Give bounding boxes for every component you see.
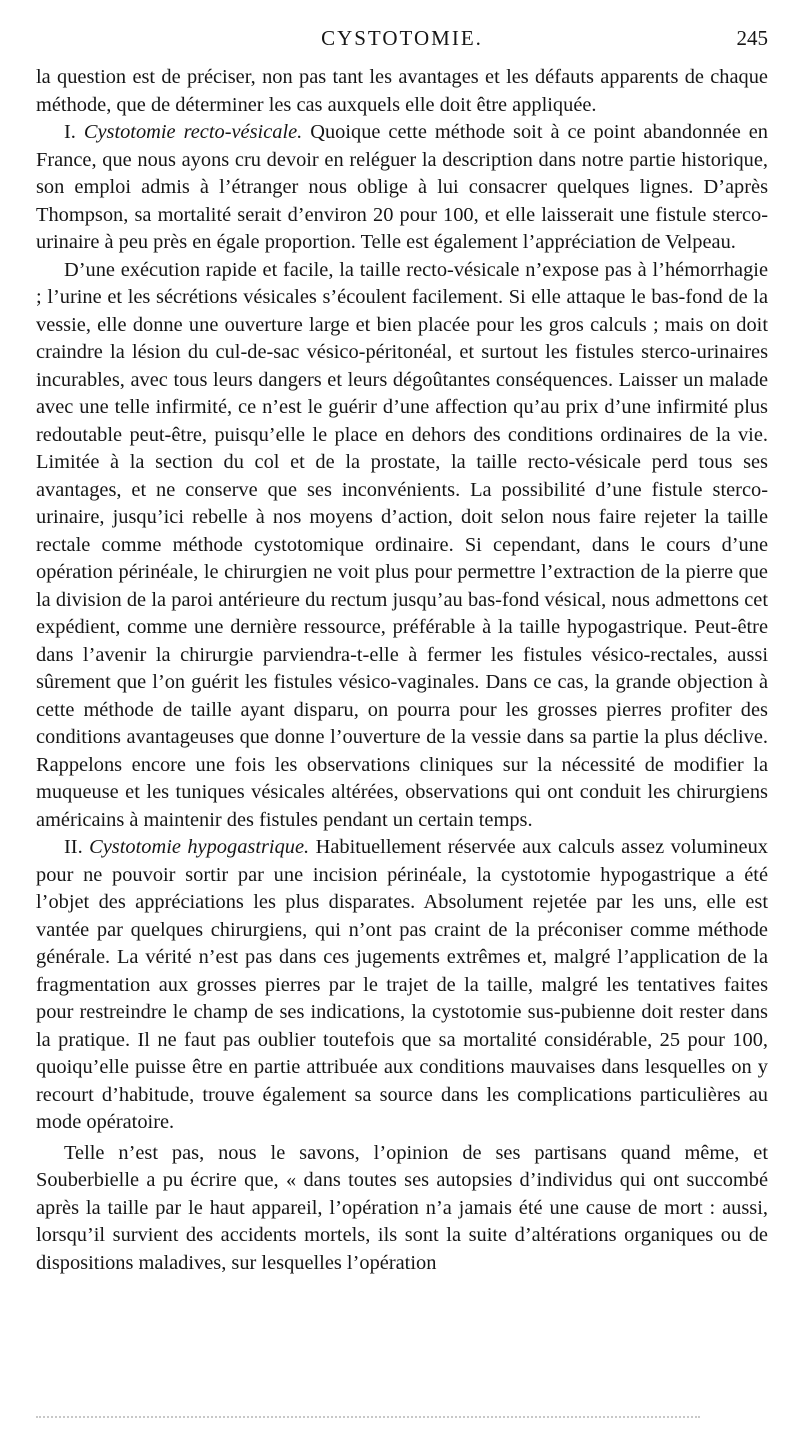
- faded-bottom-line: [36, 1416, 700, 1418]
- paragraph-1: la question est de préciser, non pas tant les avantages et les défauts apparents de chaque méthode, que de déterminer les cas auxquels elle doit être appliquée.: [36, 66, 768, 116]
- paragraph-3: D’une exécution rapide et facile, la taille recto-vésicale n’expose pas à l’hémorrhagie ; l’urine et les sécrétions vésicales s’écoulent facilement. Si elle attaque le bas-fond de la vessie, elle donne une ouverture large et bien placée pour les gros calculs ; mais on doit craindre la lésion du cul-de-sac vésico-péritonéal, et surtout les fistules sterco-urinaires incurables, avec tous leurs dangers et leurs dégoûtantes conséquences. Laisser un malade avec une telle infirmité, ce n’est le guérir d’une affection qu’au prix d’une infirmité plus redoutable peut-être, puisqu’elle le place en dehors des conditions ordinaires de la vie. Limitée à la section du col et de la prostate, la taille recto-vésicale perd tous ses avantages, et ne conserve que ses inconvénients. La possibilité d’une fistule sterco-urinaire, jusqu’ici rebelle à nos moyens d’action, doit selon nous faire rejeter la taille rectale comme méthode cystotomique ordinaire. Si cependant, dans le cours d’une opération périnéale, le chirurgien ne voit plus pour permettre l’extraction de la pierre que la division de la paroi antérieure du rectum jusqu’au bas-fond vésical, nous admettons cet expédient, comme une dernière ressource, préférable à la taille hypogastrique. Peut-être dans l’avenir la chirurgie parviendra-t-elle à fermer les fistules vésico-rectales, aussi sûrement que l’on guérit les fistules vésico-vaginales. Dans ce cas, la grande objection à cette méthode de taille ayant disparu, on pourra pour les grosses pierres profiter des conditions avantageuses que donne l’ouverture de la vessie dans sa partie la plus déclive. Rappelons encore une fois les observations cliniques sur la nécessité de modifier la muqueuse et les tuniques vésicales altérées, observations qui ont conduit les chirurgiens américains à maintenir des fistules pendant un certain temps.: [36, 258, 768, 831]
- page-header: [36, 2, 768, 54]
- paragraph-4: [36, 834, 768, 1137]
- paragraph-5: Telle n’est pas, nous le savons, l’opinion de ses partisans quand même, et Souberbielle a pu écrire que, « dans toutes ses autopsies d’individus qui ont succombé après la taille par le haut appareil, l’opération n’a jamais été une cause de mort : aussi, lorsqu’il survient des accidents mortels, ils sont la suite d’altérations organiques ou de dispositions maladives, sur lesquelles l’opération: [36, 1141, 768, 1274]
- running-head: CYSTOTOMIE.: [321, 26, 483, 50]
- paragraph-2: [36, 119, 768, 257]
- section-number-1: I.: [64, 121, 76, 143]
- page-body: [36, 64, 768, 1277]
- section-title-hypogastrique: Cystotomie hypogastrique.: [89, 836, 310, 858]
- paragraph-2-text: Quoique cette méthode soit à ce point abandonnée en France, que nous ayons cru devoir en reléguer la description dans notre partie historique, son emploi admis à l’étranger nous oblige à lui consacrer quelques lignes. D’après Thompson, sa mortalité serait d’environ 20 pour 100, et elle laisserait une fistule sterco-urinaire à peu près en égale proportion. Telle est également l’appréciation de Velpeau.: [36, 121, 768, 253]
- section-number-2: II.: [64, 836, 83, 858]
- page-number: 245: [736, 26, 768, 50]
- paragraph-4-text: Habituellement réservée aux calculs assez volumineux pour ne pouvoir sortir par une incision périnéale, la cystotomie hypogastrique a été l’objet des appréciations les plus disparates. Absolument rejetée par les uns, elle est vantée par quelques chirurgiens, qui n’ont pas craint de la préconiser comme méthode générale. La vérité n’est pas dans ces jugements extrêmes et, malgré l’application de la fragmentation aux grosses pierres par le trajet de la taille, malgré les tentatives faites pour restreindre le champ de ses indications, la cystotomie sus-pubienne doit rester dans la pratique. Il ne faut pas oublier toutefois que sa mortalité considérable, 25 pour 100, quoiqu’elle puisse être en partie attribuée aux conditions mauvaises dans lesquelles on y recourt d’habitude, trouve également sa source dans les complications particulières au mode opératoire.: [36, 836, 768, 1133]
- section-title-recto-vesicale: Cystotomie recto-vésicale.: [83, 121, 303, 143]
